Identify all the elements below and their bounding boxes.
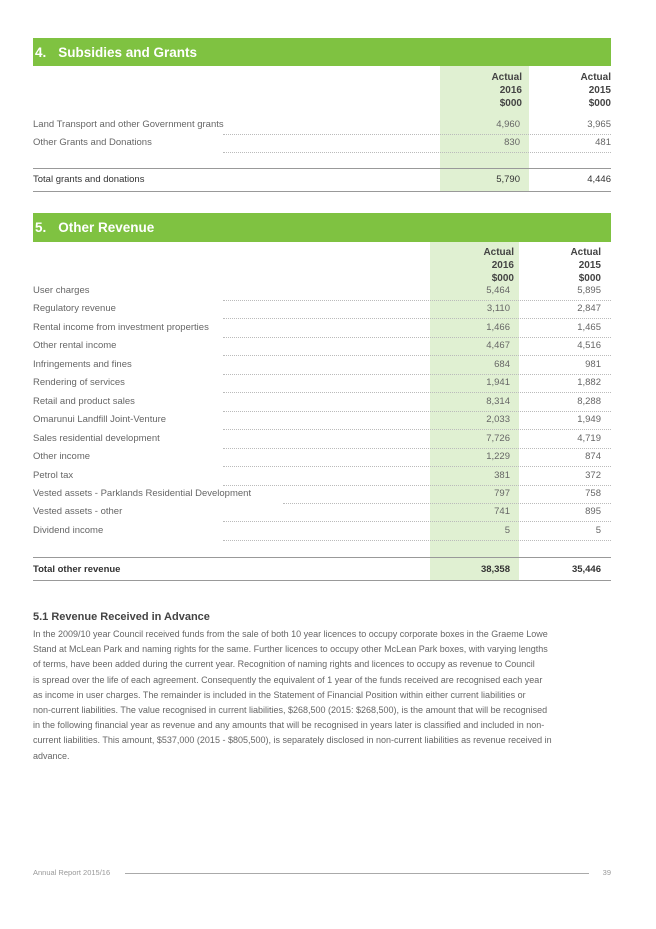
header-unit: $000 [499, 98, 522, 109]
row-value-2015: 1,949 [577, 414, 601, 426]
row-value-2015: 758 [585, 487, 601, 499]
section-4-banner [33, 38, 611, 66]
row-label: Other rental income [33, 340, 117, 352]
row-value-2016: 3,110 [486, 303, 510, 315]
row-value-2016: 1,941 [486, 377, 510, 389]
row-value-2015: 4,719 [577, 432, 601, 444]
row-value-2016: 8,314 [486, 395, 510, 407]
header-unit: $000 [491, 273, 514, 284]
paragraph-line: in the following financial year as revenue and any amounts that will be recognised in years later is classified and included in non- [33, 720, 545, 731]
row-value-2015: 3,965 [587, 119, 611, 130]
header-year: 2016 [491, 260, 514, 271]
table-row [33, 521, 611, 543]
row-value-2016: 684 [494, 358, 510, 370]
section-4-header-2015 [531, 71, 611, 110]
row-value-2015: 895 [585, 506, 601, 518]
row-value-2015: 2,847 [577, 303, 601, 315]
row-label: Other income [33, 451, 91, 463]
row-value-2015: 481 [595, 137, 611, 148]
row-value-2015: 8,288 [577, 395, 601, 407]
page-number: 39 [602, 868, 611, 877]
total-value-2015: 35,446 [571, 564, 601, 575]
paragraph-line: as income in user charges. The remainder is included in the Statement of Financial Position within either current liabilities or [33, 689, 526, 700]
page-footer [33, 868, 611, 880]
subsection-title: 5.1 Revenue Received in Advance [33, 611, 210, 623]
row-label: Land Transport and other Government grants [33, 119, 224, 130]
total-row [33, 170, 611, 192]
row-label: Sales residential development [33, 432, 160, 444]
paragraph-line: Stand at McLean Park and naming rights for the same. Further licences to occupy other McLean Park boxes, with varying lengths [33, 644, 548, 655]
row-value-2015: 874 [585, 451, 601, 463]
subsection-paragraph [33, 627, 611, 764]
row-label: Dividend income [33, 524, 104, 536]
row-value-2016: 2,033 [486, 414, 510, 426]
row-value-2015: 372 [585, 469, 601, 481]
row-value-2016: 1,466 [486, 321, 510, 333]
section-5-header-2016 [434, 246, 514, 285]
total-value-2016: 38,358 [480, 564, 510, 575]
section-4-title: Subsidies and Grants [58, 44, 198, 60]
row-value-2016: 741 [494, 506, 510, 518]
row-value-2015: 981 [585, 358, 601, 370]
table-row [33, 133, 611, 155]
row-value-2015: 4,516 [577, 340, 601, 352]
divider [33, 168, 611, 169]
row-label: User charges [33, 285, 90, 296]
header-unit: $000 [588, 98, 611, 109]
row-label: Rental income from investment properties [33, 321, 209, 333]
paragraph-line: non-current liabilities. The value recognised in current liabilities, $268,500 (2015: $268,500), is the amount that will be recognised [33, 705, 548, 716]
section-4-number: 4. [35, 44, 47, 60]
footer-report-title: Annual Report 2015/16 [33, 868, 111, 877]
total-row [33, 560, 611, 582]
header-year: 2015 [588, 85, 611, 96]
row-value-2016: 4,960 [496, 119, 520, 130]
divider [33, 580, 611, 581]
row-value-2015: 5 [595, 524, 601, 536]
header-unit: $000 [578, 273, 601, 284]
row-value-2015: 5,895 [577, 285, 601, 296]
row-value-2016: 7,726 [486, 432, 510, 444]
section-4-header-2016 [442, 71, 522, 110]
paragraph-line: is spread over the life of each agreement. Consequently the equivalent of 1 year of the funds received are recognised each year [33, 674, 543, 685]
row-label: Petrol tax [33, 469, 74, 481]
paragraph-line: In the 2009/10 year Council received funds from the sale of both 10 year licences to occupy corporate boxes in the Graeme Lowe [33, 629, 548, 639]
row-label: Rendering of services [33, 377, 125, 389]
total-label: Total grants and donations [33, 174, 145, 185]
header-actual: Actual [483, 247, 514, 258]
header-actual: Actual [580, 72, 611, 83]
row-value-2016: 1,229 [486, 451, 510, 463]
total-value-2016: 5,790 [496, 174, 520, 185]
header-year: 2016 [499, 85, 522, 96]
row-value-2016: 797 [494, 487, 510, 499]
row-label: Vested assets - other [33, 506, 123, 518]
section-5-banner [33, 213, 611, 242]
row-value-2015: 1,465 [577, 321, 601, 333]
total-label: Total other revenue [33, 564, 121, 575]
row-label: Infringements and fines [33, 358, 132, 370]
header-actual: Actual [570, 247, 601, 258]
row-value-2016: 830 [504, 137, 520, 148]
header-actual: Actual [491, 72, 522, 83]
row-label: Retail and product sales [33, 395, 135, 407]
leader-dots [223, 152, 611, 153]
row-value-2016: 381 [494, 469, 510, 481]
row-label: Regulatory revenue [33, 303, 116, 315]
leader-dots [223, 540, 611, 541]
row-label: Vested assets - Parklands Residential Development [33, 487, 252, 499]
row-label: Omarunui Landfill Joint-Venture [33, 414, 167, 426]
total-value-2015: 4,446 [587, 174, 611, 185]
row-value-2016: 5,464 [486, 285, 510, 296]
paragraph-line: current liabilities. This amount, $537,000 (2015 - $805,500), is separately disclosed in non-current liabilities as revenue received in [33, 735, 552, 746]
section-5-header-2015 [521, 246, 601, 285]
footer-rule [125, 873, 589, 874]
divider [33, 557, 611, 558]
row-value-2016: 5 [504, 524, 510, 536]
row-label: Other Grants and Donations [33, 137, 152, 148]
divider [33, 191, 611, 192]
section-5-number: 5. [35, 220, 47, 235]
paragraph-line: of terms, have been added during the current year. Recognition of naming rights and licences to occupy as revenue to Council [33, 659, 535, 670]
row-value-2015: 1,882 [577, 377, 601, 389]
section-5-title: Other Revenue [58, 220, 155, 235]
row-value-2016: 4,467 [486, 340, 510, 352]
paragraph-line: advance. [33, 750, 70, 761]
header-year: 2015 [578, 260, 601, 271]
